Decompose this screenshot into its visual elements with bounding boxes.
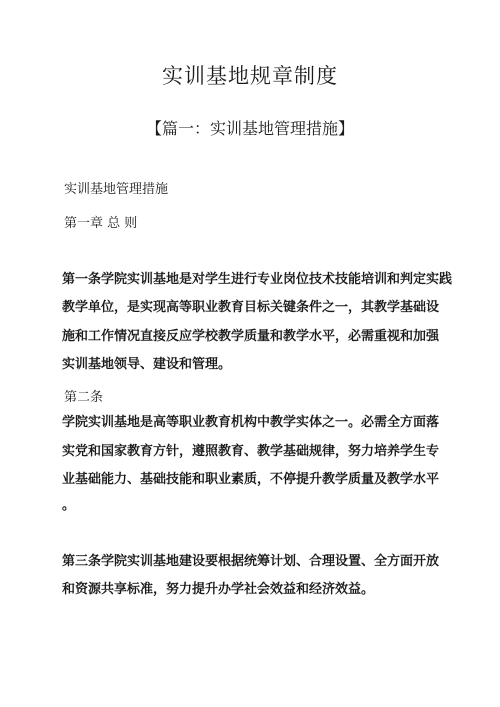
article-2-line: 业基础能力、基础技能和职业素质，不停提升教学质量及教学水平 — [62, 472, 440, 487]
article-1-line: 施和工作情况直接反应学校教学质量和教学水平，必需重视和加强 — [62, 329, 440, 344]
article-3-line: 和资源共享标准，努力提升办学社会效益和经济效益。 — [62, 582, 375, 597]
document-title: 实训基地规章制度 — [162, 64, 338, 88]
chapter-heading: 第一章 总 则 — [64, 216, 138, 231]
article-1-line: 实训基地领导、建设和管理。 — [62, 357, 232, 372]
article-2-line: 。 — [62, 498, 76, 513]
section-heading: 实训基地管理措施 — [64, 182, 169, 197]
article-1-line: 第一条学院实训基地是对学生进行专业岗位技术技能培训和判定实践 — [62, 272, 453, 287]
article-2-heading: 第二条 — [64, 390, 104, 405]
article-1-line: 教学单位，是实现高等职业教育目标关键条件之一，其教学基础设 — [62, 300, 440, 315]
document-subtitle: 【篇一：实训基地管理措施】 — [145, 119, 354, 138]
article-2-line: 学院实训基地是高等职业教育机构中教学实体之一。必需全方面落 — [62, 415, 440, 430]
article-2-line: 实党和国家教育方针，遵照教育、教学基础规律，努力培养学生专 — [62, 444, 440, 459]
article-3-line: 第三条学院实训基地建设要根据统筹计划、合理设置、全方面开放 — [62, 554, 440, 569]
